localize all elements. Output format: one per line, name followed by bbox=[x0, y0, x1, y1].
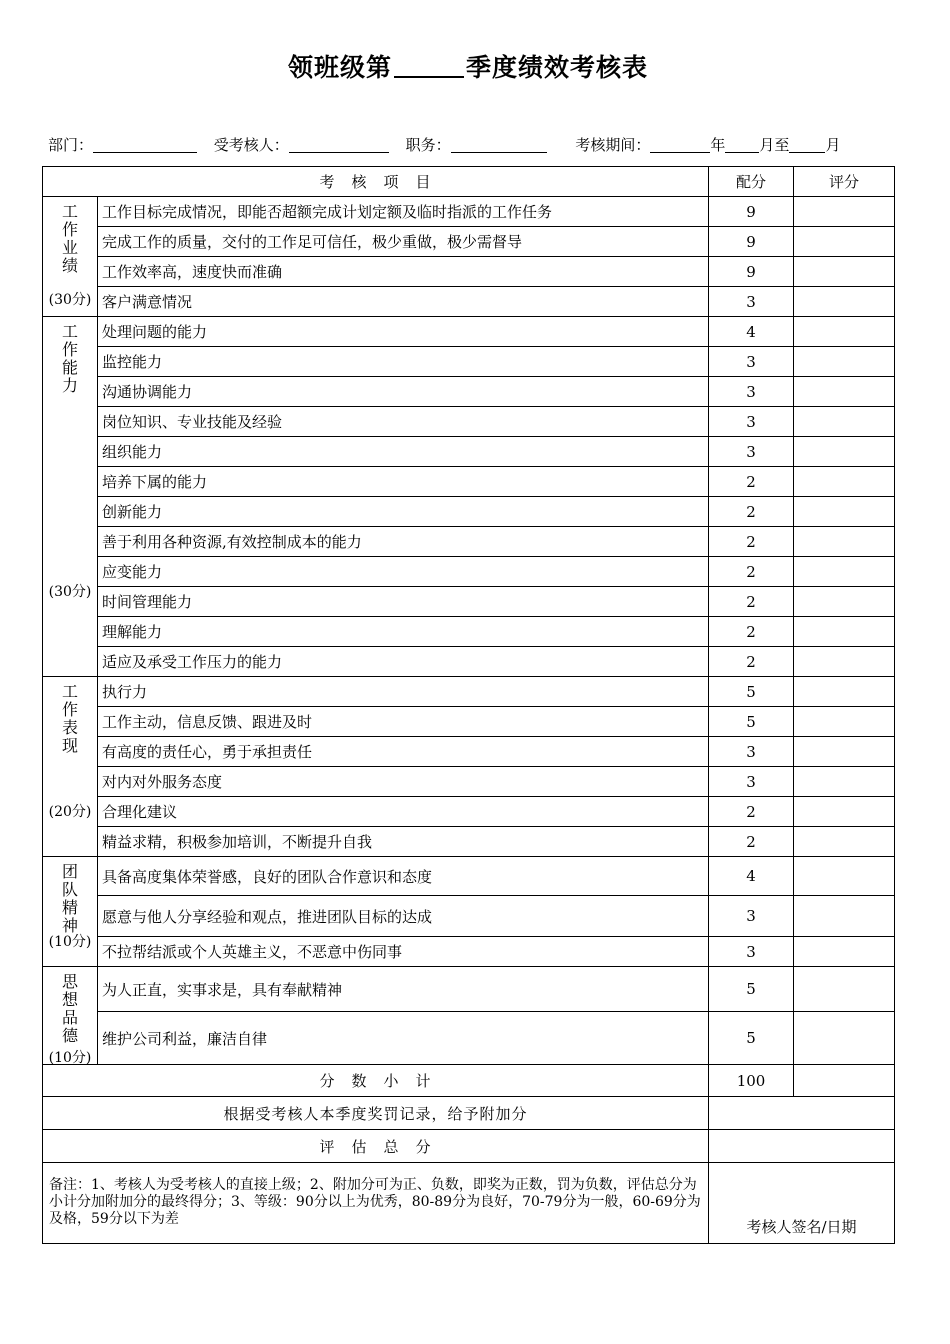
subtotal-label: 分 数 小 计 bbox=[43, 1065, 709, 1097]
header-row bbox=[43, 167, 895, 197]
table-row bbox=[43, 767, 895, 797]
position-label: 职务： bbox=[405, 136, 451, 154]
criteria-item: 工作主动，信息反馈、跟进及时 bbox=[98, 707, 709, 737]
category-label: 工作表现 bbox=[62, 682, 79, 755]
table-row bbox=[43, 227, 895, 257]
criteria-item: 培养下属的能力 bbox=[98, 467, 709, 497]
title-suffix: 季度绩效考核表 bbox=[466, 53, 649, 82]
table-row bbox=[43, 557, 895, 587]
weight-value: 3 bbox=[709, 437, 794, 467]
table-row bbox=[43, 287, 895, 317]
score-input-cell[interactable] bbox=[794, 967, 895, 1012]
category-label: 团队精神 bbox=[62, 862, 79, 935]
weight-value: 9 bbox=[709, 197, 794, 227]
score-input-cell[interactable] bbox=[794, 937, 895, 967]
score-input-cell[interactable] bbox=[794, 437, 895, 467]
criteria-item: 组织能力 bbox=[98, 437, 709, 467]
weight-value: 3 bbox=[709, 407, 794, 437]
score-input-cell[interactable] bbox=[794, 197, 895, 227]
criteria-item: 客户满意情况 bbox=[98, 287, 709, 317]
table-row bbox=[43, 617, 895, 647]
table-row bbox=[43, 377, 895, 407]
table-row bbox=[43, 437, 895, 467]
category-label: 工作业绩 bbox=[62, 202, 79, 275]
table-row bbox=[43, 317, 895, 347]
weight-value: 2 bbox=[709, 617, 794, 647]
period-label: 考核期间： bbox=[575, 136, 651, 154]
score-input-cell[interactable] bbox=[794, 227, 895, 257]
evaluation-table bbox=[42, 166, 895, 1244]
page-title bbox=[0, 48, 936, 84]
score-input-cell[interactable] bbox=[794, 287, 895, 317]
score-input-cell[interactable] bbox=[794, 797, 895, 827]
weight-value: 4 bbox=[709, 317, 794, 347]
table-row bbox=[43, 967, 895, 1012]
weight-value: 3 bbox=[709, 767, 794, 797]
weight-value: 3 bbox=[709, 347, 794, 377]
total-label: 评 估 总 分 bbox=[43, 1130, 709, 1163]
signature-date-cell[interactable]: 考核人签名/日期 bbox=[709, 1163, 895, 1244]
category-label: 工作能力 bbox=[62, 322, 79, 395]
weight-value: 4 bbox=[709, 857, 794, 896]
score-input-cell[interactable] bbox=[794, 707, 895, 737]
criteria-item: 不拉帮结派或个人英雄主义，不恶意中伤同事 bbox=[98, 937, 709, 967]
score-input-cell[interactable] bbox=[794, 827, 895, 857]
score-input-cell[interactable] bbox=[794, 677, 895, 707]
criteria-item: 愿意与他人分享经验和观点，推进团队目标的达成 bbox=[98, 896, 709, 937]
weight-value: 2 bbox=[709, 647, 794, 677]
total-score-cell[interactable] bbox=[709, 1130, 895, 1163]
score-input-cell[interactable] bbox=[794, 497, 895, 527]
period-year-field[interactable] bbox=[650, 136, 710, 153]
score-input-cell[interactable] bbox=[794, 896, 895, 937]
score-input-cell[interactable] bbox=[794, 527, 895, 557]
weight-value: 2 bbox=[709, 827, 794, 857]
note-row bbox=[43, 1163, 895, 1244]
criteria-item: 工作目标完成情况，即能否超额完成计划定额及临时指派的工作任务 bbox=[98, 197, 709, 227]
score-input-cell[interactable] bbox=[794, 467, 895, 497]
table-row bbox=[43, 677, 895, 707]
col-item-header: 考 核 项 目 bbox=[43, 167, 709, 197]
reviewee-label: 受考核人： bbox=[213, 136, 289, 154]
criteria-item: 善于利用各种资源,有效控制成本的能力 bbox=[98, 527, 709, 557]
position-field[interactable] bbox=[451, 136, 547, 153]
weight-value: 2 bbox=[709, 557, 794, 587]
col-weight-header: 配分 bbox=[709, 167, 794, 197]
criteria-item: 合理化建议 bbox=[98, 797, 709, 827]
criteria-item: 维护公司利益，廉洁自律 bbox=[98, 1012, 709, 1065]
criteria-item: 工作效率高，速度快而准确 bbox=[98, 257, 709, 287]
bonus-label: 根据受考核人本季度奖罚记录，给予附加分 bbox=[43, 1097, 709, 1130]
weight-value: 2 bbox=[709, 527, 794, 557]
subtotal-value: 100 bbox=[709, 1065, 794, 1097]
score-input-cell[interactable] bbox=[794, 737, 895, 767]
weight-value: 2 bbox=[709, 497, 794, 527]
table-row bbox=[43, 197, 895, 227]
category-cell bbox=[43, 967, 98, 1065]
weight-value: 3 bbox=[709, 737, 794, 767]
weight-value: 3 bbox=[709, 377, 794, 407]
table-row bbox=[43, 527, 895, 557]
criteria-item: 具备高度集体荣誉感，良好的团队合作意识和态度 bbox=[98, 857, 709, 896]
table-row bbox=[43, 797, 895, 827]
month-to-label: 月至 bbox=[759, 136, 790, 154]
title-prefix: 领班级第 bbox=[287, 53, 392, 82]
criteria-item: 监控能力 bbox=[98, 347, 709, 377]
weight-value: 5 bbox=[709, 677, 794, 707]
month-label: 月 bbox=[825, 136, 841, 154]
criteria-item: 对内对外服务态度 bbox=[98, 767, 709, 797]
table-row bbox=[43, 937, 895, 967]
category-points: (10分) bbox=[48, 1050, 92, 1066]
score-input-cell[interactable] bbox=[794, 377, 895, 407]
total-row bbox=[43, 1130, 895, 1163]
table-row bbox=[43, 467, 895, 497]
criteria-item: 精益求精，积极参加培训，不断提升自我 bbox=[98, 827, 709, 857]
score-input-cell[interactable] bbox=[794, 587, 895, 617]
period-end-month-field[interactable] bbox=[789, 136, 825, 153]
table-row bbox=[43, 647, 895, 677]
bonus-score-cell[interactable] bbox=[709, 1097, 895, 1130]
weight-value: 5 bbox=[709, 1012, 794, 1065]
criteria-item: 沟通协调能力 bbox=[98, 377, 709, 407]
score-input-cell[interactable] bbox=[794, 767, 895, 797]
score-input-cell[interactable] bbox=[794, 1012, 895, 1065]
subtotal-score-cell[interactable] bbox=[794, 1065, 895, 1097]
subtotal-row bbox=[43, 1065, 895, 1097]
header-fields bbox=[48, 134, 840, 155]
year-label: 年 bbox=[710, 136, 726, 154]
weight-value: 5 bbox=[709, 707, 794, 737]
score-input-cell[interactable] bbox=[794, 647, 895, 677]
col-score-header: 评分 bbox=[794, 167, 895, 197]
score-input-cell[interactable] bbox=[794, 257, 895, 287]
weight-value: 5 bbox=[709, 967, 794, 1012]
table-row bbox=[43, 587, 895, 617]
period-start-month-field[interactable] bbox=[725, 136, 759, 153]
table-row bbox=[43, 896, 895, 937]
criteria-item: 岗位知识、专业技能及经验 bbox=[98, 407, 709, 437]
criteria-item: 时间管理能力 bbox=[98, 587, 709, 617]
table-row bbox=[43, 827, 895, 857]
table-row bbox=[43, 257, 895, 287]
criteria-item: 创新能力 bbox=[98, 497, 709, 527]
score-input-cell[interactable] bbox=[794, 347, 895, 377]
table-row bbox=[43, 347, 895, 377]
weight-value: 2 bbox=[709, 467, 794, 497]
weight-value: 9 bbox=[709, 227, 794, 257]
table-row bbox=[43, 707, 895, 737]
category-cell bbox=[43, 857, 98, 967]
criteria-item: 有高度的责任心，勇于承担责任 bbox=[98, 737, 709, 767]
table-row bbox=[43, 1012, 895, 1065]
score-input-cell[interactable] bbox=[794, 407, 895, 437]
criteria-item: 完成工作的质量，交付的工作足可信任，极少重做，极少需督导 bbox=[98, 227, 709, 257]
criteria-item: 为人正直，实事求是，具有奉献精神 bbox=[98, 967, 709, 1012]
weight-value: 2 bbox=[709, 587, 794, 617]
remarks-note: 备注：1、考核人为受考核人的直接上级；2、附加分可为正、负数，即奖为正数，罚为负数，评估总分为小计分加附加分的最终得分；3、等级：90分以上为优秀，80-89分为良好，70-79分为一般，60-69分为及格，59分以下为差 bbox=[43, 1163, 709, 1244]
bonus-row bbox=[43, 1097, 895, 1130]
score-input-cell[interactable] bbox=[794, 617, 895, 647]
criteria-item: 处理问题的能力 bbox=[98, 317, 709, 347]
weight-value: 3 bbox=[709, 896, 794, 937]
criteria-item: 执行力 bbox=[98, 677, 709, 707]
weight-value: 9 bbox=[709, 257, 794, 287]
criteria-item: 理解能力 bbox=[98, 617, 709, 647]
category-points: (30分) bbox=[48, 584, 92, 600]
dept-label: 部门： bbox=[48, 136, 94, 154]
table-row bbox=[43, 737, 895, 767]
weight-value: 2 bbox=[709, 797, 794, 827]
table-row bbox=[43, 407, 895, 437]
criteria-item: 应变能力 bbox=[98, 557, 709, 587]
table-row bbox=[43, 497, 895, 527]
score-input-cell[interactable] bbox=[794, 857, 895, 896]
category-points: (30分) bbox=[48, 292, 92, 308]
score-input-cell[interactable] bbox=[794, 557, 895, 587]
category-points: (10分) bbox=[48, 934, 92, 950]
category-cell bbox=[43, 317, 98, 677]
table-row bbox=[43, 857, 895, 896]
weight-value: 3 bbox=[709, 287, 794, 317]
weight-value: 3 bbox=[709, 937, 794, 967]
category-cell bbox=[43, 677, 98, 857]
score-input-cell[interactable] bbox=[794, 317, 895, 347]
category-points: (20分) bbox=[48, 804, 92, 820]
dept-field[interactable] bbox=[93, 136, 197, 153]
criteria-item: 适应及承受工作压力的能力 bbox=[98, 647, 709, 677]
category-label: 思想品德 bbox=[62, 972, 79, 1045]
reviewee-field[interactable] bbox=[289, 136, 389, 153]
quarter-blank[interactable] bbox=[394, 52, 464, 78]
category-cell bbox=[43, 197, 98, 317]
